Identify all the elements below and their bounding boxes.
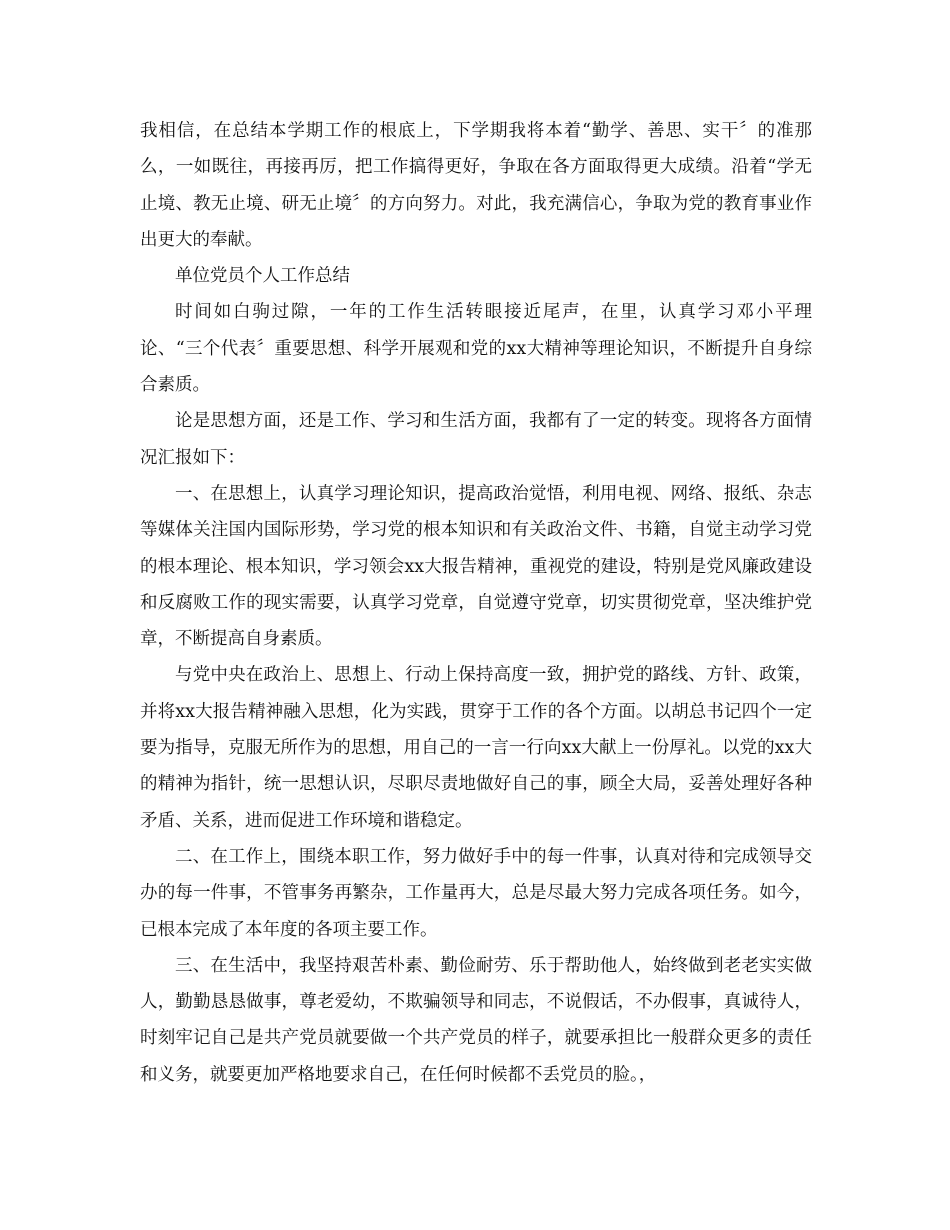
paragraph-conclusion: 我相信，在总结本学期工作的根底上，下学期我将本着“勤学、善思、实干〞的准那么，一如既往，再接再厉，把工作搞得更好，争取在各方面取得更大成绩。沿着“学无止境、教无止境、研无止境〞的方向努力。对此，我充满信心，争取为党的教育事业作出更大的奉献。 [140, 121, 812, 250]
section-title: 单位党员个人工作总结 [175, 266, 350, 287]
paragraph-overview: 论是思想方面，还是工作、学习和生活方面，我都有了一定的转变。现将各方面情况汇报如下： [140, 411, 812, 468]
paragraph-alignment: 与党中央在政治上、思想上、行动上保持高度一致，拥护党的路线、方针、政策，并将xx大报告精神融入思想，化为实践，贯穿于工作的各个方面。以胡总书记四个一定要为指导，克服无所作为的思想，用自己的一言一行向xx大献上一份厚礼。以党的xx大的精神为指针，统一思想认识，尽职尽责地做好自己的事，顾全大局，妥善处理好各种矛盾、关系，进而促进工作环境和谐稳定。 [140, 665, 812, 831]
paragraph-ideology: 一、在思想上，认真学习理论知识，提高政治觉悟，利用电视、网络、报纸、杂志等媒体关注国内国际形势，学习党的根本知识和有关政治文件、书籍，自觉主动学习党的根本理论、根本知识，学习领会xx大报告精神，重视党的建设，特别是党风廉政建设和反腐败工作的现实需要，认真学习党章，自觉遵守党章，切实贯彻党章，坚决维护党章，不断提高自身素质。 [140, 483, 812, 650]
document-body [140, 113, 812, 1093]
paragraph-intro: 时间如白驹过隙，一年的工作生活转眼接近尾声，在里，认真学习邓小平理论、“三个代表〞重要思想、科学开展观和党的xx大精神等理论知识，不断提升自身综合素质。 [140, 302, 812, 396]
paragraph-life: 三、在生活中，我坚持艰苦朴素、勤俭耐劳、乐于帮助他人，始终做到老老实实做人，勤勤恳恳做事，尊老爱幼，不欺骗领导和同志，不说假话，不办假事，真诚待人，时刻牢记自己是共产党员就要做一个共产党员的样子，就要承担比一般群众更多的责任和义务，就要更加严格地要求自己，在任何时候都不丢党员的脸。， [140, 955, 812, 1085]
paragraph-work: 二、在工作上，围绕本职工作，努力做好手中的每一件事，认真对待和完成领导交办的每一件事，不管事务再繁杂，工作量再大，总是尽最大努力完成各项任务。如今，已根本完成了本年度的各项主要工作。 [140, 846, 812, 940]
